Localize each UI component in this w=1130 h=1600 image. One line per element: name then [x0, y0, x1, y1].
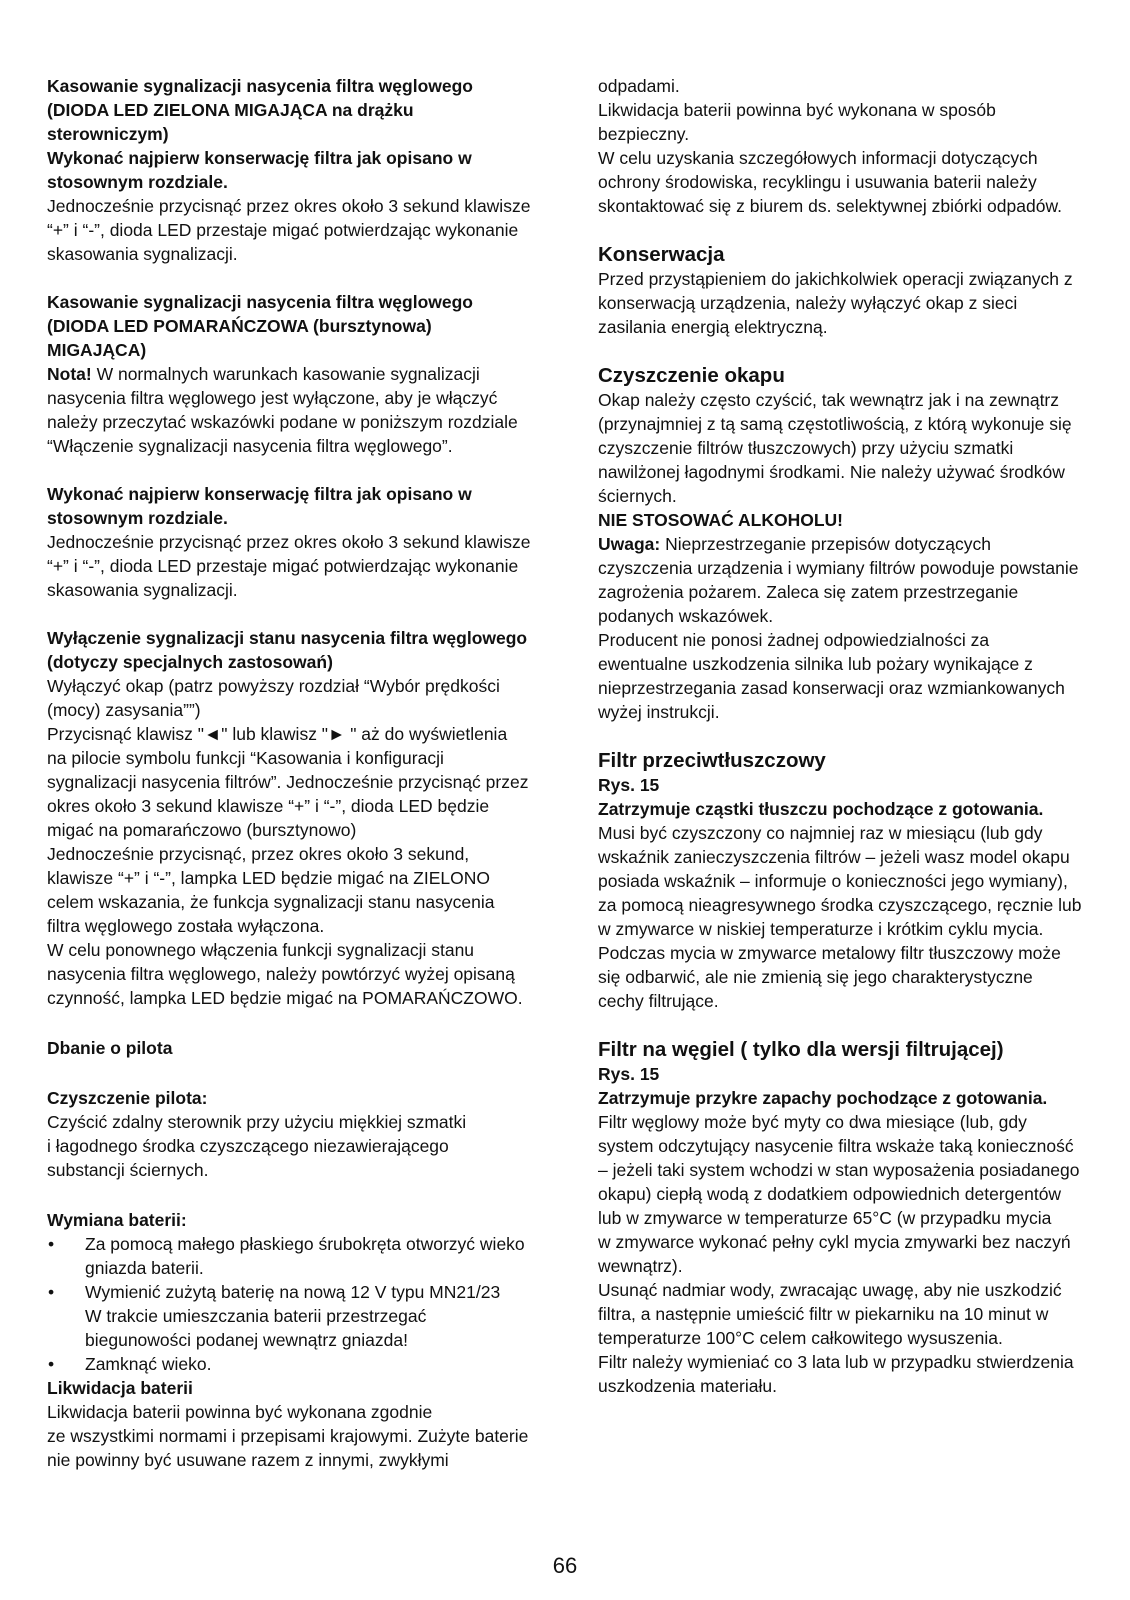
section-carbon-filter [598, 1037, 1085, 1398]
paragraph: Przed przystąpieniem do jakichkolwiek operacji związanych z konserwacją urządzenia, należy wyłączyć okap z sieci zasilania energią elektryczną. [598, 269, 1073, 337]
bullet-item: • Za pomocą małego płaskiego śrubokręta otworzyć wieko gniazda baterii. [47, 1232, 535, 1280]
paragraph: Likwidacja baterii powinna być wykonana zgodnie ze wszystkimi normami i przepisami krajowymi. Zużyte baterie nie powinny być usuwane razem z innymi, zwykłymi [47, 1402, 529, 1470]
subheading: Zatrzymuje cząstki tłuszczu pochodzące z gotowania. [598, 799, 1044, 819]
section-hood-cleaning [598, 363, 1085, 724]
figure-ref: Rys. 15 [598, 1064, 660, 1084]
section-title: Filtr przeciwtłuszczowy [598, 749, 826, 772]
remote-care-heading: Dbanie o pilota [47, 1038, 173, 1058]
section-heading: Likwidacja baterii [47, 1378, 193, 1398]
section-heading: Wymiana baterii: [47, 1210, 187, 1230]
paragraph: Wyłączyć okap (patrz powyższy rozdział “Wybór prędkości (mocy) zasysania””) Przycisnąć klawisz "◄" lub klawisz "► " aż do wyświetlenia na pilocie symbolu funkcji “Kasowania i konfiguracji sygnalizacji nasycenia filtrów”. Jednocześnie przycisnąć przez okres około 3 sekund klawisze “+” i “-”, dioda LED będzie migać na pomarańczowo (bursztynowo) Jednocześnie przycisnąć, przez okres około 3 sekund, klawisze “+” i “-”, lampka LED będzie migać na ZIELONO celem wskazania, że funkcja sygnalizacji stanu nasycenia filtra węglowego została wyłączona. W celu ponownego włączenia funkcji sygnalizacji stanu nasycenia filtra węglowego, należy powtórzyć wyżej opisaną czynność, lampka LED będzie migać na POMARAŃCZOWO. [47, 676, 529, 1008]
section-battery-replacement [47, 1208, 535, 1376]
instruction-bold: Wykonać najpierw konserwację filtra jak opisano w stosownym rozdziale. [47, 484, 472, 528]
paragraph: Okap należy często czyścić, tak wewnątrz jak i na zewnątrz (przynajmniej z tą samą częstotliwością, z którą wykonuje się czyszczenie filtrów tłuszczowych) przy użyciu szmatki nawilżonej łagodnymi środkami. Nie należy używać środków ściernych. NIE STOSOWAĆ ALKOHOLU! Uwaga: Nieprzestrzeganie przepisów dotyczących czyszczenia urządzenia i wymiany filtrów powoduje powstanie zagrożenia pożarem. Zaleca się zatem przestrzeganie podanych wskazówek. Producent nie ponosi żadnej odpowiedzialności za ewentualne uszkodzenia silnika lub pożary wynikające z nieprzestrzegania zasad konserwacji oraz wzmiankowanych wyżej instrukcji. [598, 388, 1085, 724]
section-heading: Kasowanie sygnalizacji nasycenia filtra węglowego (DIODA LED ZIELONA MIGAJĄCA na drążku sterowniczym) [47, 76, 473, 144]
bullet-item: • Zamknąć wieko. [47, 1352, 535, 1376]
section-battery-disposal [47, 1376, 535, 1472]
paragraph: Jednocześnie przycisnąć przez okres około 3 sekund klawisze “+” i “-”, dioda LED przestaje migać potwierdzając wykonanie skasowania sygnalizacji. [47, 532, 531, 600]
subheading: Zatrzymuje przykre zapachy pochodzące z gotowania. [598, 1088, 1048, 1108]
paragraph: Czyścić zdalny sterownik przy użyciu miękkiej szmatki i łagodnego środka czyszczącego niezawierającego substancji ściernych. [47, 1112, 467, 1180]
warning-label: Uwaga: [598, 534, 661, 554]
section-disable-signal [47, 626, 535, 1010]
right-column [598, 74, 1085, 1398]
section-heading: Wyłączenie sygnalizacji stanu nasycenia filtra węglowego (dotyczy specjalnych zastosowań) [47, 628, 528, 672]
battery-disposal-continued: odpadami. Likwidacja baterii powinna być wykonana w sposób bezpieczny. W celu uzyskania szczegółowych informacji dotyczących ochrony środowiska, recyklingu i usuwania baterii należy skontaktować się z biurem ds. selektywnej zbiórki odpadów. [598, 76, 1062, 216]
page-number: 66 [552, 1553, 578, 1578]
section-heading: Kasowanie sygnalizacji nasycenia filtra węglowego (DIODA LED POMARAŃCZOWA (bursztynowa) MIGAJĄCA) [47, 292, 473, 360]
paragraph: Jednocześnie przycisnąć przez okres około 3 sekund klawisze “+” i “-”, dioda LED przestaje migać potwierdzając wykonanie skasowania sygnalizacji. [47, 196, 531, 264]
section-remote-cleaning [47, 1086, 535, 1182]
left-column [47, 74, 535, 1472]
instruction-bold: Wykonać najpierw konserwację filtra jak opisano w stosownym rozdziale. [47, 148, 472, 192]
section-title: Konserwacja [598, 243, 725, 266]
alcohol-warning: NIE STOSOWAĆ ALKOHOLU! [598, 510, 843, 530]
section-title: Czyszczenie okapu [598, 364, 785, 387]
section-reset-amber-led [47, 290, 535, 458]
paragraph: Nota! W normalnych warunkach kasowanie sygnalizacji nasycenia filtra węglowego jest wyłączone, aby je włączyć należy przeczytać wskazówki podane w poniższym rozdziale “Włączenie sygnalizacji nasycenia filtra węglowego”. [47, 364, 518, 456]
note-label: Nota! [47, 364, 92, 384]
figure-ref: Rys. 15 [598, 775, 660, 795]
section-maintenance [598, 242, 1085, 339]
section-maintenance-first [47, 482, 535, 602]
section-title: Filtr na węgiel ( tylko dla wersji filtrującej) [598, 1038, 1004, 1061]
section-grease-filter [598, 748, 1085, 1013]
section-heading: Czyszczenie pilota: [47, 1088, 208, 1108]
section-reset-green-led [47, 74, 535, 266]
bullet-item: • Wymienić zużytą baterię na nową 12 V typu MN21/23 W trakcie umieszczania baterii przestrzegać biegunowości podanej wewnątrz gniazda! [47, 1280, 535, 1352]
paragraph: Musi być czyszczony co najmniej raz w miesiącu (lub gdy wskaźnik zanieczyszczenia filtrów – jeżeli wasz model okapu posiada wskaźnik – informuje o konieczności jego wymiany), za pomocą nieagresywnego środka czyszczącego, ręcznie lub w zmywarce w niskiej temperaturze i krótkim cyklu mycia. Podczas mycia w zmywarce metalowy filtr tłuszczowy może się odbarwić, ale nie zmienią się jego charakterystyczne cechy filtrujące. [598, 823, 1082, 1011]
paragraph: Filtr węglowy może być myty co dwa miesiące (lub, gdy system odczytujący nasycenie filtra wskaże taką konieczność – jeżeli taki system wchodzi w stan wyposażenia posiadanego okapu) ciepłą wodą z dodatkiem odpowiednich detergentów lub w zmywarce w temperaturze 65°C (w przypadku mycia w zmywarce wykonać pełny cykl mycia zmywarki bez naczyń wewnątrz). Usunąć nadmiar wody, zwracając uwagę, aby nie uszkodzić filtra, a następnie umieścić filtr w piekarniku na 10 minut w temperaturze 100°C celem całkowitego wysuszenia. Filtr należy wymieniać co 3 lata lub w przypadku stwierdzenia uszkodzenia materiału. [598, 1112, 1080, 1396]
